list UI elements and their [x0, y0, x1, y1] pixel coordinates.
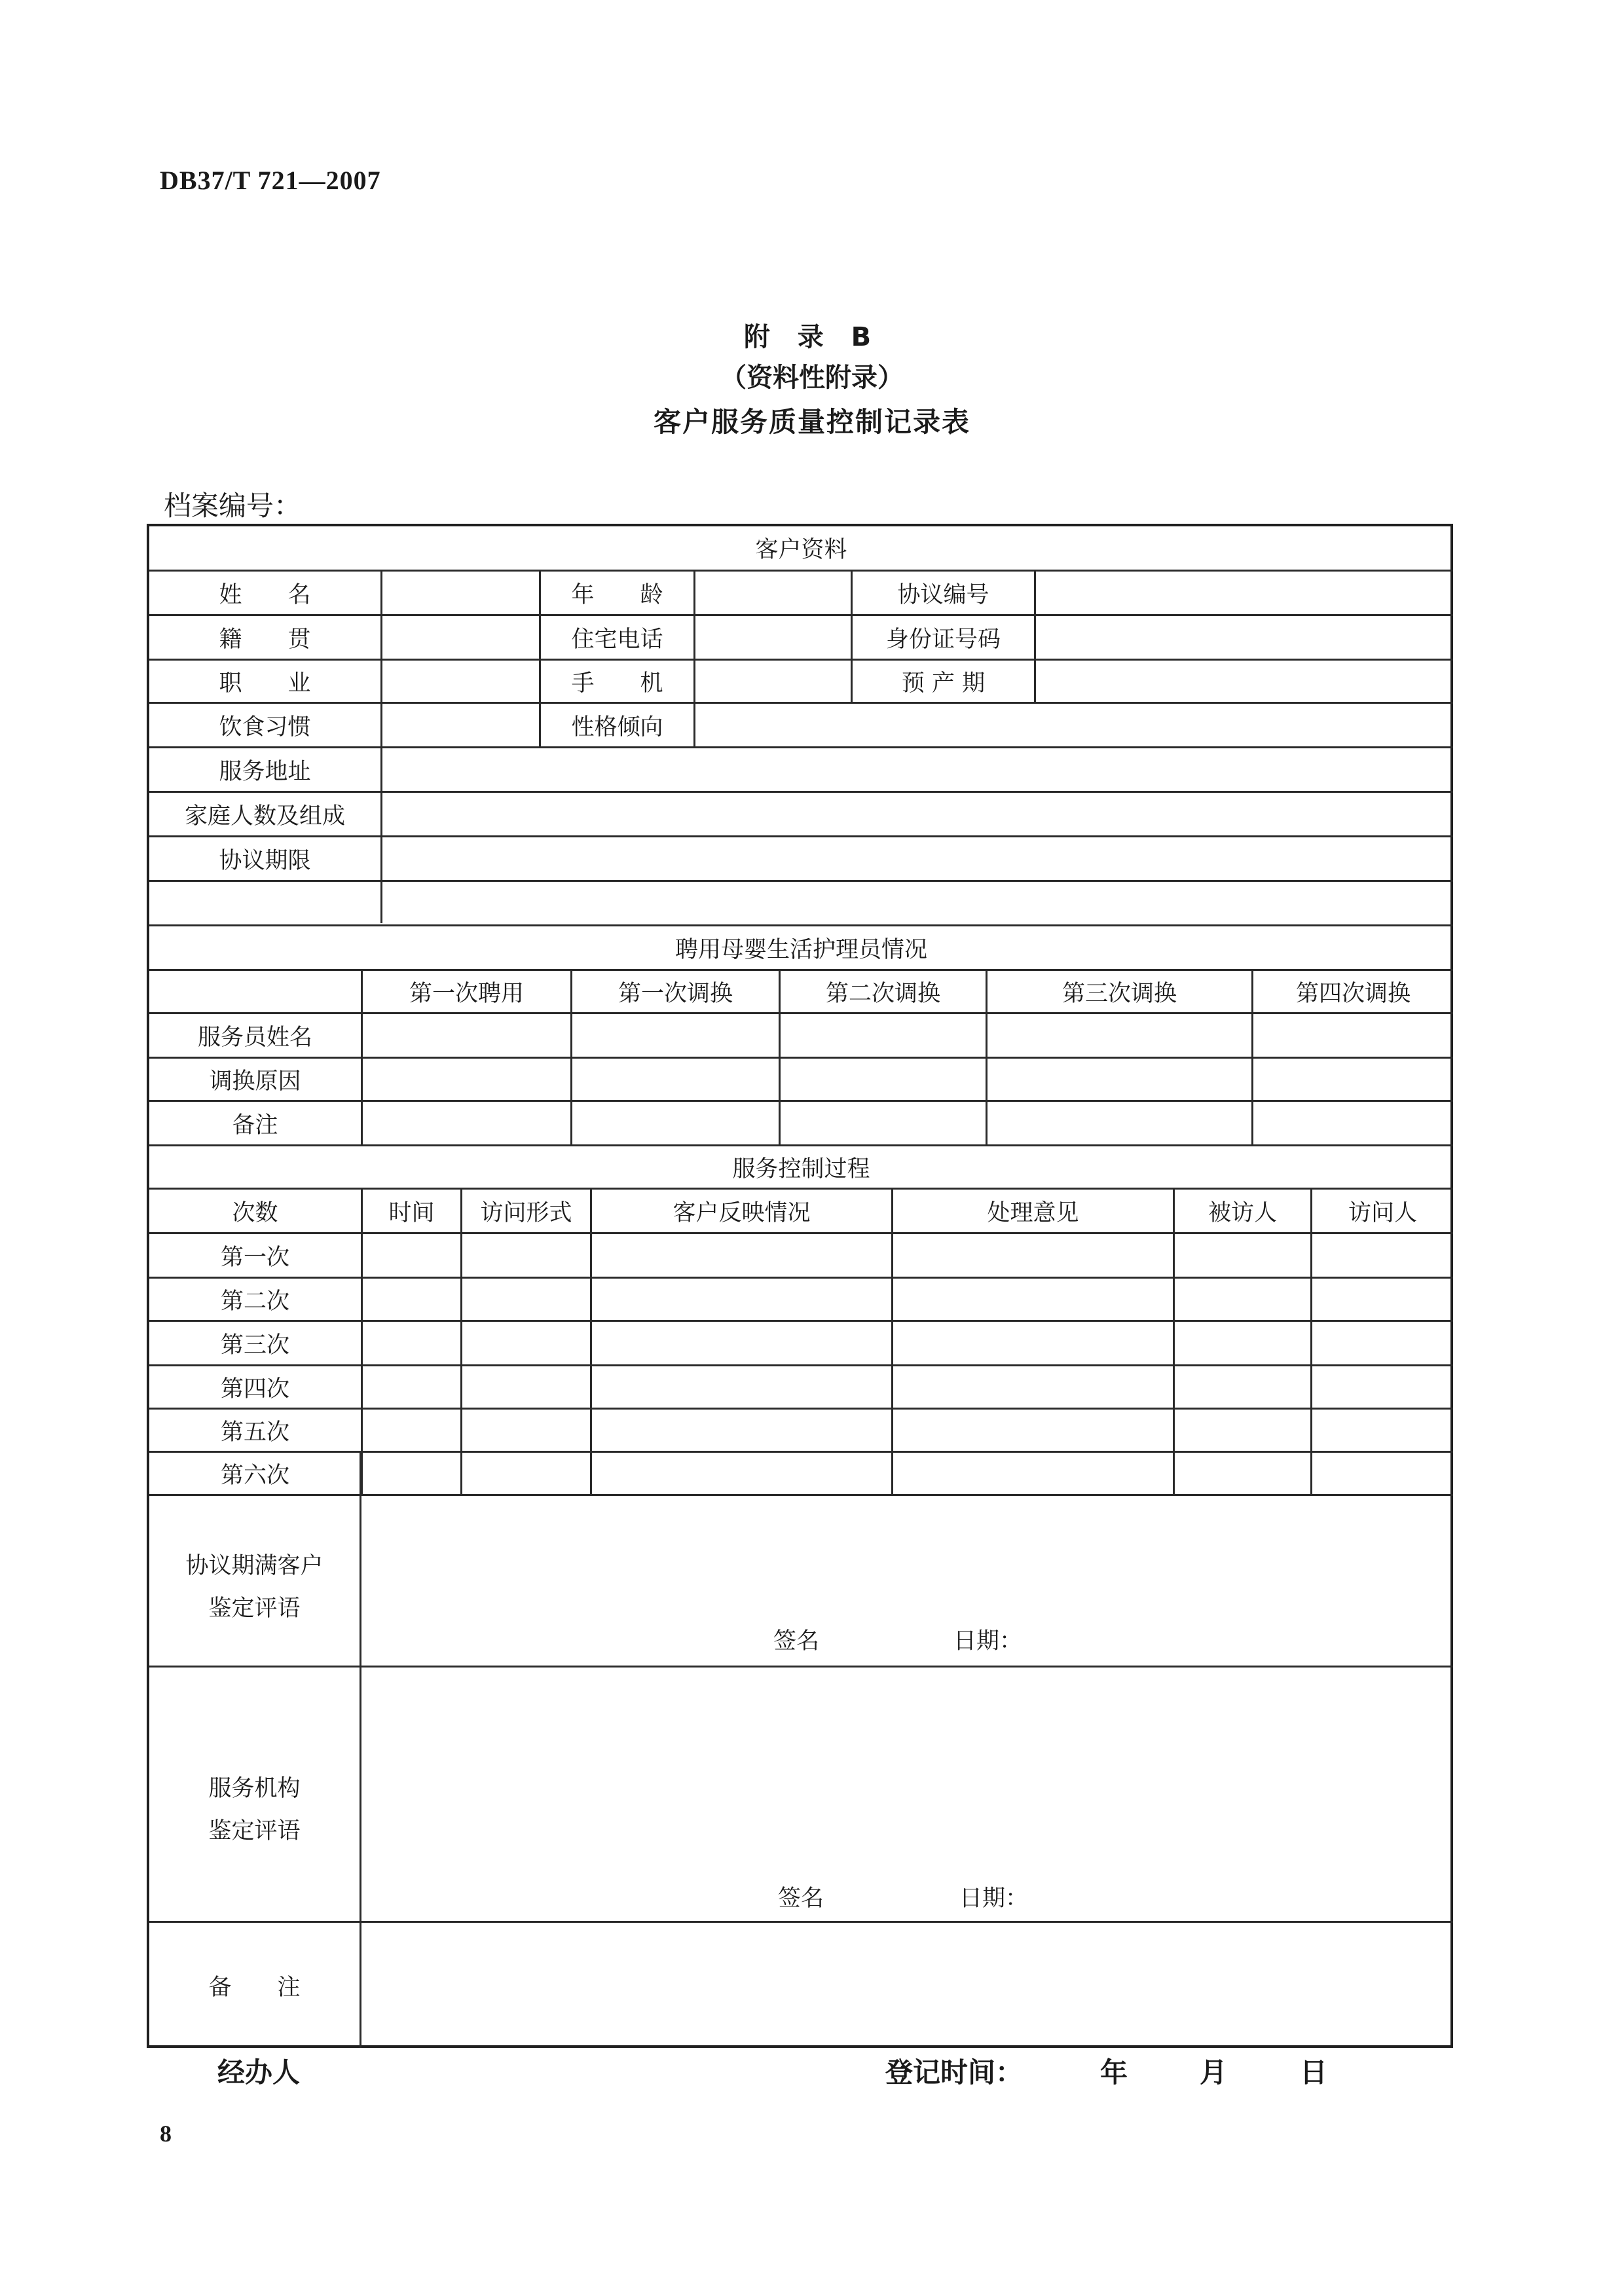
address-field[interactable] [382, 748, 1453, 791]
form-title: 客户服务质量控制记录表 [653, 406, 970, 438]
personality-field[interactable] [695, 704, 1453, 746]
family-field[interactable] [382, 793, 1453, 835]
col-interviewee: 被访人 [1208, 1199, 1277, 1226]
label-agreement-no: 协议编号 [897, 581, 989, 608]
age-field[interactable] [695, 572, 851, 614]
col-feedback: 客户反映情况 [673, 1199, 811, 1226]
customer-date-label: 日期： [953, 1628, 1023, 1654]
origin-field[interactable] [382, 616, 539, 659]
row-change-reason: 调换原因 [209, 1068, 301, 1095]
period-field[interactable] [382, 837, 1453, 880]
row-visit-6: 第六次 [220, 1462, 289, 1489]
handler-label: 经办人 [217, 2056, 301, 2088]
row-visit-4: 第四次 [220, 1376, 289, 1402]
label-id-no: 身份证号码 [885, 626, 1001, 653]
service-control-title: 服务控制过程 [732, 1156, 870, 1182]
page-number: 8 [160, 2121, 172, 2147]
customer-sign-label: 签名 [773, 1628, 820, 1654]
caregiver-section-title: 聘用母婴生活护理员情况 [674, 936, 927, 963]
remarks-label: 备 注 [208, 1974, 301, 2001]
due-date-field[interactable] [1036, 661, 1453, 702]
appendix-type: （资料性附录） [720, 363, 904, 393]
agency-eval-label-2: 鉴定评语 [208, 1818, 301, 1844]
customer-eval-label-2: 鉴定评语 [208, 1595, 301, 1622]
label-address: 服务地址 [219, 758, 311, 785]
col-time: 时间 [388, 1199, 435, 1226]
label-personality: 性格倾向 [571, 714, 663, 740]
agency-sign-label: 签名 [778, 1886, 824, 1912]
standard-code: DB37/T 721—2007 [160, 166, 381, 195]
col-interviewer: 访问人 [1348, 1199, 1417, 1226]
customer-eval-label-1: 协议期满客户 [185, 1553, 323, 1579]
label-age: 年 龄 [571, 581, 663, 608]
row-caregiver-remarks: 备注 [232, 1112, 278, 1139]
id-no-field[interactable] [1036, 616, 1453, 659]
label-due-date: 预 产 期 [901, 670, 986, 697]
col-handling: 处理意见 [987, 1199, 1079, 1226]
mobile-field[interactable] [695, 661, 851, 702]
row-visit-2: 第二次 [220, 1288, 289, 1315]
label-period: 协议期限 [219, 847, 311, 874]
register-time-label: 登记时间： [885, 2056, 1024, 2088]
row-visit-1: 第一次 [220, 1244, 289, 1271]
col-third-change: 第三次调换 [1061, 980, 1177, 1007]
label-origin: 籍 贯 [219, 626, 311, 653]
col-visit-form: 访问形式 [480, 1199, 572, 1226]
agency-date-label: 日期： [959, 1886, 1029, 1912]
col-second-change: 第二次调换 [825, 980, 940, 1007]
label-home-phone: 住宅电话 [571, 626, 663, 653]
label-diet: 饮食习惯 [219, 714, 311, 740]
archive-number-label: 档案编号： [164, 490, 302, 522]
diet-field[interactable] [382, 704, 539, 746]
label-family: 家庭人数及组成 [184, 803, 345, 829]
year-label: 年 [1100, 2056, 1128, 2088]
col-count: 次数 [232, 1199, 278, 1226]
col-first-hire: 第一次聘用 [409, 980, 524, 1007]
label-mobile: 手 机 [571, 670, 663, 697]
name-field[interactable] [382, 572, 539, 614]
record-table [147, 524, 1453, 2048]
agreement-no-field[interactable] [1036, 572, 1453, 614]
col-first-change: 第一次调换 [618, 980, 733, 1007]
label-name: 姓 名 [219, 581, 311, 608]
home-phone-field[interactable] [695, 616, 851, 659]
month-label: 月 [1200, 2056, 1228, 2088]
row-caregiver-name: 服务员姓名 [197, 1024, 312, 1051]
label-occupation: 职 业 [219, 670, 311, 697]
row-visit-3: 第三次 [220, 1332, 289, 1358]
appendix-title: 附 录 B [743, 322, 881, 352]
day-label: 日 [1300, 2056, 1328, 2088]
customer-info-title: 客户资料 [755, 537, 847, 563]
row-visit-5: 第五次 [220, 1419, 289, 1446]
col-fourth-change: 第四次调换 [1295, 980, 1411, 1007]
agency-eval-label-1: 服务机构 [208, 1776, 301, 1802]
occupation-field[interactable] [382, 661, 539, 702]
